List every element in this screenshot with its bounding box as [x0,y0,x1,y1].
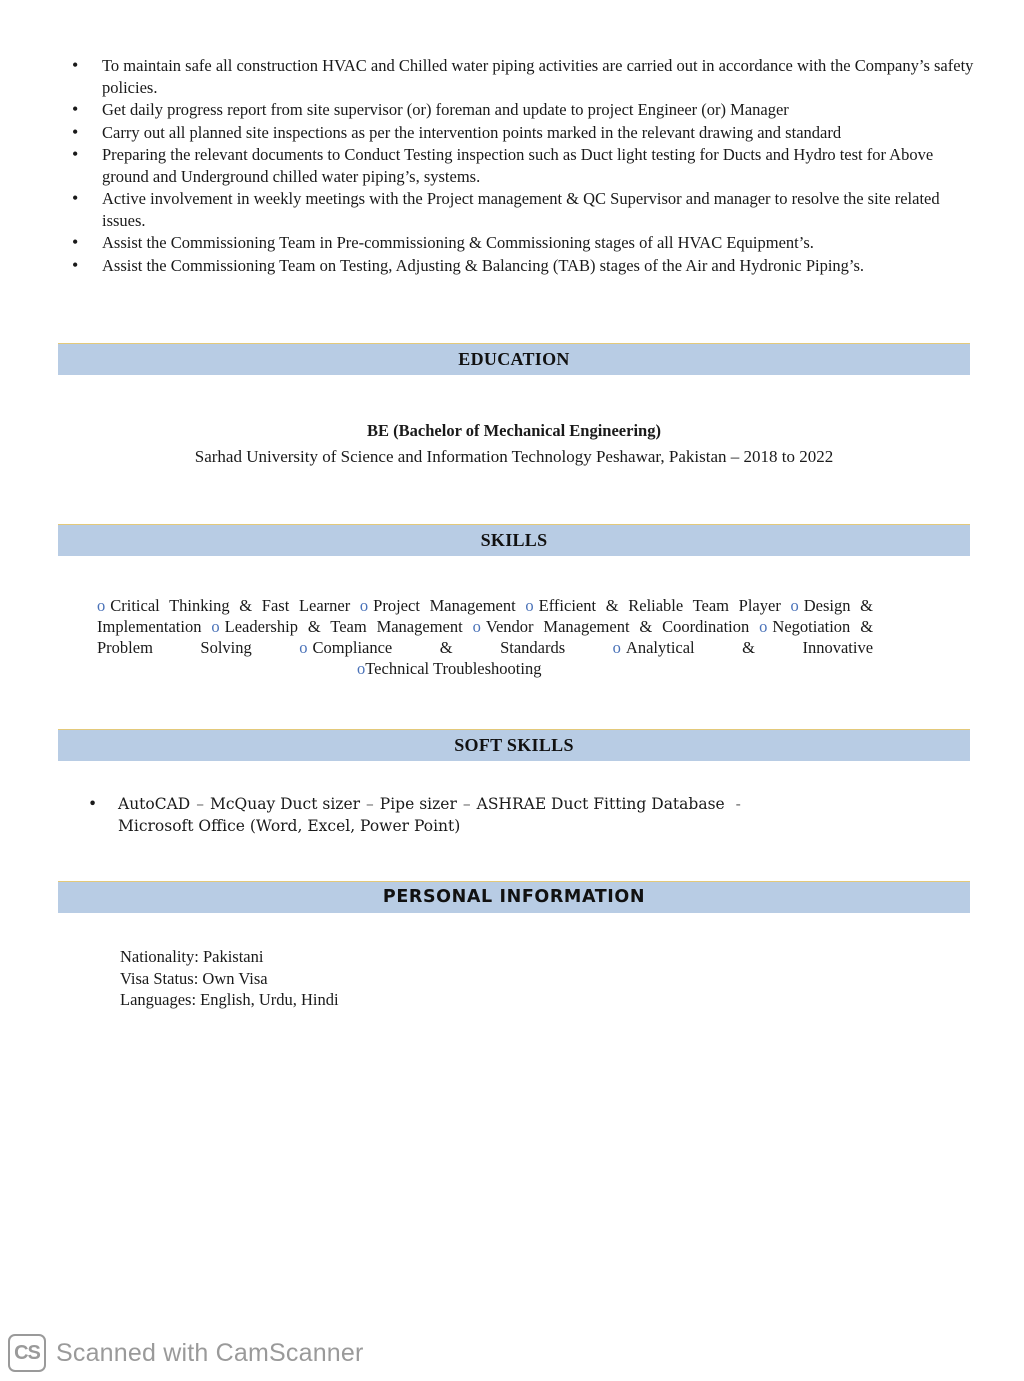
skill-item [473,617,750,636]
skill-item [299,638,565,657]
skill-label: Critical Thinking & Fast Learner [110,596,351,615]
responsibility-item: • Active involvement in weekly meetings with the Project management & QC Supervisor and manager to resolve the site related issues. [70,188,980,231]
circle-bullet-icon: o [759,617,768,636]
education-school: Sarhad University of Science and Information Technology Peshawar, Pakistan – 2018 to 2022 [194,447,834,466]
soft-skills-heading: SOFT SKILLS [58,729,970,761]
skill-label: Technical Troubleshooting [365,659,542,678]
skills-heading: SKILLS [58,524,970,556]
camscanner-watermark [8,1333,364,1373]
circle-bullet-icon: o [211,617,220,636]
skill-item [360,596,516,615]
nationality: Nationality: Pakistani [120,947,264,966]
skill-item [525,596,780,615]
responsibility-item: • Assist the Commissioning Team on Testing, Adjusting & Balancing (TAB) stages of the Air and Hydronic Piping’s. [70,255,980,277]
skill-label: Analytical & Innovative [625,638,874,657]
circle-bullet-icon: o [790,596,799,615]
camscanner-logo-icon: CS [8,1334,46,1372]
circle-bullet-icon: o [97,596,106,615]
software-pipe-sizer: Pipe sizer [379,795,457,813]
software-ms-office: Microsoft Office (Word, Excel, Power Point) [118,817,461,835]
responsibility-item: • Get daily progress report from site supervisor (or) foreman and update to project Engineer (or) Manager [70,99,980,121]
circle-bullet-icon: o [359,596,369,615]
circle-bullet-icon: o [612,638,621,657]
personal-info-heading: PERSONAL INFORMATION [58,881,970,913]
circle-bullet-icon: o [357,659,366,678]
circle-bullet-icon: o [299,638,308,657]
circle-bullet-icon: o [525,596,534,615]
soft-skills-item [88,793,808,837]
skill-label: Efficient & Reliable Team Player [538,596,781,615]
skill-label: Leadership & Team Management [224,617,463,636]
skill-label: Design & Implementation [97,596,873,636]
circle-bullet-icon: o [472,617,481,636]
separator: – [462,795,471,813]
watermark-text: Scanned with CamScanner [56,1338,364,1367]
education-degree: BE (Bachelor of Mechanical Engineering) [367,421,661,440]
skill-item [97,659,541,678]
skill-item [97,596,350,615]
responsibility-item: • Preparing the relevant documents to Conduct Testing inspection such as Duct light testing for Ducts and Hydro test for Above ground and Underground chilled water piping’s, systems. [70,144,980,187]
skills-list [97,595,873,679]
personal-info [120,946,339,1011]
skill-label: Negotiation & Problem Solving [97,617,874,657]
languages: Languages: English, Urdu, Hindi [120,990,339,1009]
skill-label: Vendor Management & Coordination [485,617,750,636]
skill-item [211,617,462,636]
skill-item [613,638,873,657]
software-mcquay: McQuay Duct sizer [209,795,361,813]
software-ashrae: ASHRAE Duct Fitting Database [476,795,725,813]
responsibility-item: • To maintain safe all construction HVAC and Chilled water piping activities are carried out in accordance with the Company’s safety policies. [70,55,980,98]
skill-label: Compliance & Standards [312,638,566,657]
separator: - [735,795,741,813]
visa-status: Visa Status: Own Visa [120,968,268,988]
separator: – [196,795,204,813]
separator: – [366,795,374,813]
responsibilities-list [70,55,980,277]
education-heading: EDUCATION [58,343,970,375]
software-autocad: AutoCAD [118,795,191,813]
responsibility-item: • Assist the Commissioning Team in Pre-commissioning & Commissioning stages of all HVAC Equipment’s. [70,232,980,254]
skill-label: Project Management [373,596,516,615]
soft-skills-list [88,793,808,837]
responsibility-item: • Carry out all planned site inspections as per the intervention points marked in the relevant drawing and standard [70,122,980,144]
